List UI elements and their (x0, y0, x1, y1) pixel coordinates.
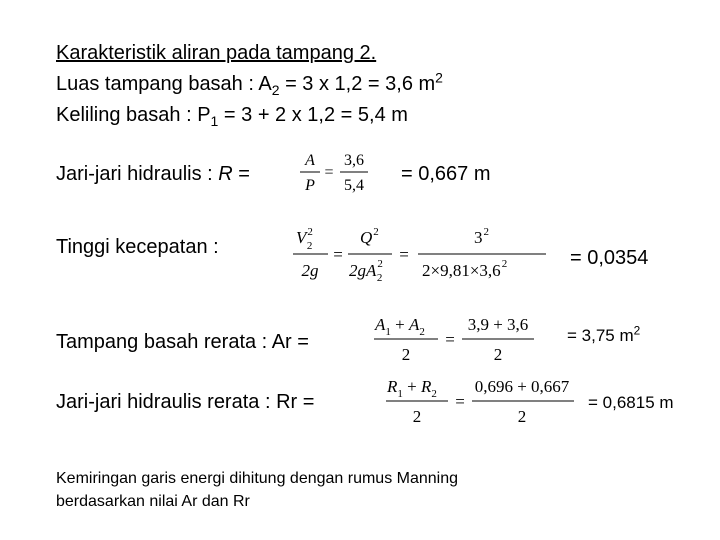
jari-frac2-num: 3,6 (344, 152, 364, 169)
tampang-label: Tampang basah rerata : Ar = (56, 331, 309, 353)
keliling-expr: = 3 + 2 x 1,2 = 5,4 m (218, 104, 408, 126)
tinggi-eq2: = (399, 245, 409, 264)
tinggi-result: = 0,0354 (570, 247, 649, 269)
keliling-line (56, 104, 408, 127)
keliling-prefix: Keliling basah : P (56, 104, 211, 126)
tampang-formula (372, 310, 542, 368)
rerata-result: = 0,6815 m (588, 393, 674, 412)
jari-frac1-den: P (305, 177, 315, 194)
footer-line-2: berdasarkan nilai Ar dan Rr (56, 493, 250, 510)
page-title: Karakteristik aliran pada tampang 2. (56, 42, 377, 64)
tinggi-eq1: = (333, 245, 343, 264)
jari-label-text: Jari-jari hidraulis : (56, 163, 219, 185)
tinggi-f3-den: $2\times 9,81\times 3,6^2$ (422, 258, 508, 280)
tinggi-label: Tinggi kecepatan : (56, 236, 219, 258)
tinggi-f2-den: $2gA^2$ 2 (349, 258, 383, 284)
rerata-formula (384, 372, 584, 430)
rerata-den2: 2 (517, 407, 527, 426)
tampang-result-sup: 2 (633, 323, 641, 338)
luas-sup: 2 (435, 69, 443, 86)
footer-line-1: Kemiringan garis energi dihitung dengan rumus Manning (56, 470, 459, 487)
tampang-num1: $A_1 + A_2$ (375, 315, 425, 338)
tampang-den2: 2 (493, 345, 503, 364)
tampang-den1: 2 (401, 345, 411, 364)
tinggi-f1-den: 2g (301, 261, 319, 280)
tampang-result (567, 323, 641, 346)
jari-frac2-den: 5,4 (344, 177, 364, 194)
rerata-num1: $R_1 + R_2$ (387, 377, 437, 400)
tinggi-f1-num: $V^2$ 2 (296, 226, 313, 252)
jari-formula (296, 145, 376, 197)
jari-result: = 0,667 m (401, 163, 491, 185)
jari-label (56, 163, 250, 186)
luas-sub: 2 (271, 82, 280, 98)
jari-eq: = (324, 164, 334, 181)
rerata-den1: 2 (412, 407, 422, 426)
tinggi-f3-num: $3^2$ (474, 226, 489, 247)
tampang-result-value: = 3,75 m (567, 326, 634, 345)
tinggi-f2-num: $Q^2$ (360, 226, 379, 247)
tinggi-formula (288, 218, 558, 288)
jari-frac1-num: A (305, 152, 315, 169)
luas-line (56, 69, 443, 98)
tampang-eq: = (445, 330, 455, 349)
rerata-eq: = (455, 392, 465, 411)
luas-expr: = 3 x 1,2 = 3,6 m (279, 73, 436, 95)
rerata-num2: 0,696 + 0,667 (474, 377, 570, 396)
tampang-num2: 3,9 + 3,6 (467, 315, 529, 334)
rerata-label: Jari-jari hidraulis rerata : Rr = (56, 391, 315, 413)
jari-label-var: R (218, 163, 233, 185)
keliling-sub: 1 (210, 113, 219, 129)
jari-label-eq: = (232, 163, 250, 185)
luas-prefix: Luas tampang basah : A (56, 73, 272, 95)
